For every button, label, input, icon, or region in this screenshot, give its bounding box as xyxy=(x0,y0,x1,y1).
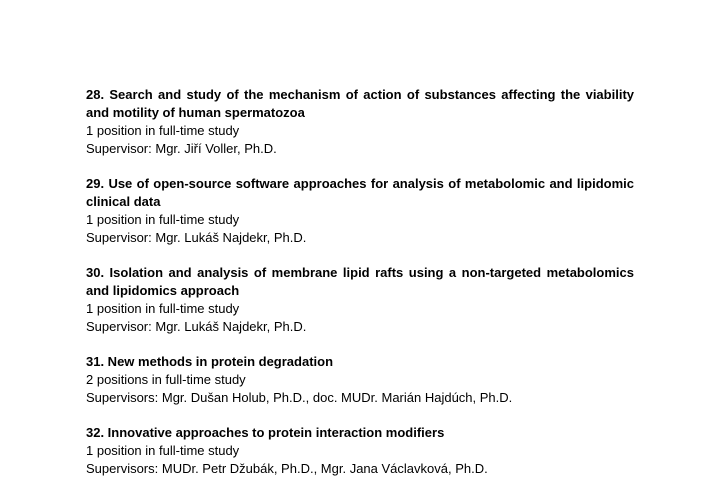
document-page xyxy=(86,86,634,495)
entry-title: 29. Use of open-source software approaches for analysis of metabolomic and lipidomic clinical data xyxy=(86,176,634,209)
list-item xyxy=(86,353,634,407)
entry-title: 31. New methods in protein degradation xyxy=(86,354,334,369)
entry-positions: 1 position in full-time study xyxy=(86,443,240,458)
list-item xyxy=(86,175,634,247)
entry-positions: 1 position in full-time study xyxy=(86,123,240,138)
entry-title: 28. Search and study of the mechanism of action of substances affecting the viability and motility of human spermatozoa xyxy=(86,87,634,120)
entry-title: 30. Isolation and analysis of membrane lipid rafts using a non-targeted metabolomics and lipidomics approach xyxy=(86,265,634,298)
entry-supervisor: Supervisor: Mgr. Lukáš Najdekr, Ph.D. xyxy=(86,230,307,245)
list-item xyxy=(86,264,634,336)
entry-supervisor: Supervisors: Mgr. Dušan Holub, Ph.D., doc. MUDr. Marián Hajdúch, Ph.D. xyxy=(86,390,513,405)
entry-supervisor: Supervisor: Mgr. Jiří Voller, Ph.D. xyxy=(86,141,277,156)
list-item xyxy=(86,86,634,158)
list-item xyxy=(86,424,634,478)
entry-title: 32. Innovative approaches to protein interaction modifiers xyxy=(86,425,445,440)
entry-positions: 1 position in full-time study xyxy=(86,301,240,316)
entry-positions: 2 positions in full-time study xyxy=(86,372,246,387)
entry-supervisor: Supervisor: Mgr. Lukáš Najdekr, Ph.D. xyxy=(86,319,307,334)
entry-positions: 1 position in full-time study xyxy=(86,212,240,227)
entry-supervisor: Supervisors: MUDr. Petr Džubák, Ph.D., Mgr. Jana Václavková, Ph.D. xyxy=(86,461,488,476)
